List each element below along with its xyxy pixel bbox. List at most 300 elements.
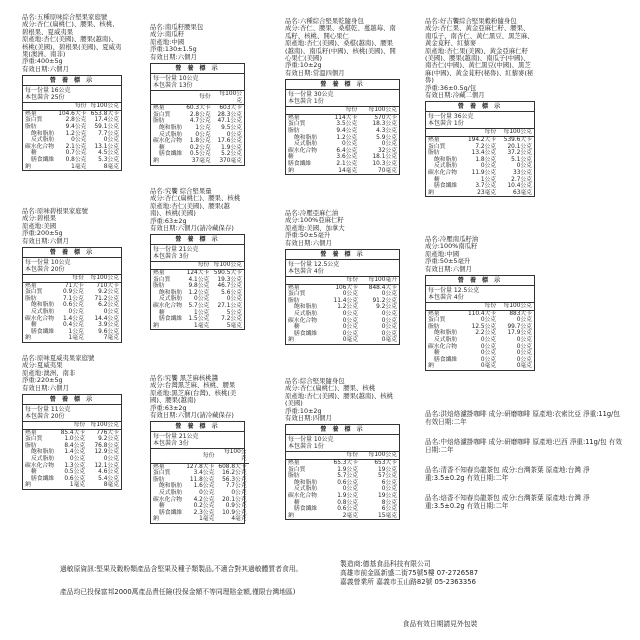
nutrient-value: 63毫克 xyxy=(513,189,532,196)
nutrient-value: 1公克 xyxy=(480,176,497,183)
serving-size: 每一份量 10公克 xyxy=(153,75,199,83)
nutrient-name: 鈉 xyxy=(153,516,159,523)
servings-per-package: 本包裝含 20份 xyxy=(25,266,65,274)
nutrient-value: 0公克 xyxy=(516,350,532,357)
nutrition-column-header: 每份 xyxy=(184,449,216,463)
nutrition-table xyxy=(150,63,245,166)
nutrient-value: 0.5公克 xyxy=(64,469,86,476)
nutrient-value: 71.2公克 xyxy=(94,295,119,302)
product-info-line: 有效日期:冷藏二個月 xyxy=(425,91,485,100)
nutrient-name: 碳水化合物 xyxy=(288,317,317,324)
nutrition-row xyxy=(151,125,244,132)
servings-per-package: 本包裝含 25份 xyxy=(25,94,65,102)
nutrition-table xyxy=(150,234,245,330)
nutrient-name: 飽和脂肪 xyxy=(31,449,55,456)
nutrient-value: 2.8公克 xyxy=(189,111,211,118)
nutrient-name: 飽和脂肪 xyxy=(159,125,183,131)
nutrition-row xyxy=(151,270,244,277)
nutrition-row xyxy=(426,330,534,337)
product-info-line: 淨重:130±1.5g xyxy=(150,45,197,54)
nutrient-value: 106大卡 xyxy=(335,284,359,291)
nutrient-value: 17.6公克 xyxy=(217,138,242,145)
nutrition-column-header: 每份 xyxy=(326,452,360,459)
nutrient-value: 8毫克 xyxy=(103,163,119,170)
nutrient-value: 0公克 xyxy=(199,490,215,496)
product-label xyxy=(22,355,122,490)
nutrient-value: 9.2公克 xyxy=(376,304,397,311)
product-info-line: 成分:碧根果 xyxy=(22,214,57,223)
product-info-line: 原產地:美國 xyxy=(22,221,57,230)
nutrition-row xyxy=(23,469,121,476)
serving-info xyxy=(286,90,399,107)
nutrient-value: 1.3公克 xyxy=(64,462,86,469)
nutrient-value: 194.2大卡 xyxy=(467,137,497,144)
nutrition-column-header: 每100公克 xyxy=(86,275,121,282)
nutrient-value: 17.4公克 xyxy=(94,117,119,124)
serving-size: 每一份量 21公克 xyxy=(153,246,199,254)
beverage-labels xyxy=(425,410,625,522)
product-label xyxy=(285,210,400,345)
nutrient-value: 0公克 xyxy=(381,317,397,324)
nutrient-value: 12.5公克 xyxy=(471,323,497,330)
nutrition-row xyxy=(23,456,121,463)
nutrient-value: 590.5大卡 xyxy=(213,270,242,277)
nutrient-name: 反式脂肪 xyxy=(434,163,458,170)
nutrient-value: 0公克 xyxy=(516,356,532,363)
nutrition-row xyxy=(286,161,399,168)
nutrient-value: 1.0公克 xyxy=(64,436,86,443)
serving-info xyxy=(23,258,121,275)
nutrient-value: 7.7公克 xyxy=(98,130,119,137)
nutrition-row xyxy=(23,157,121,164)
product-label xyxy=(285,18,400,175)
nutrient-value: 7毫克 xyxy=(103,335,119,342)
nutrition-title: 營 養 標 示 xyxy=(23,248,121,258)
nutrient-name: 熱量 xyxy=(288,284,300,291)
nutrient-value: 0公克 xyxy=(381,291,397,298)
nutrient-value: 124大卡 xyxy=(186,270,210,277)
nutrient-name: 熱量 xyxy=(288,460,300,467)
product-label xyxy=(22,208,122,343)
nutrient-value: 11.4公克 xyxy=(333,297,359,304)
nutrient-value: 4.2公克 xyxy=(193,496,215,503)
nutrient-value: 0.7公克 xyxy=(65,150,87,157)
nutrient-value: 0公克 xyxy=(342,317,359,324)
nutrient-name: 鈉 xyxy=(153,322,159,329)
nutrient-value: 57公克 xyxy=(378,473,397,480)
product-label xyxy=(150,375,245,524)
product-info-line: 淨重:400±5g xyxy=(22,57,63,66)
servings-per-package: 本包裝含 3份 xyxy=(153,253,189,261)
nutrition-column-header: 每100公克 xyxy=(213,91,244,105)
nutrient-name: 膳食纖維 xyxy=(159,316,183,323)
nutrient-value: 76.8公克 xyxy=(94,442,119,449)
serving-size: 每一份量 30公克 xyxy=(288,91,334,99)
nutrient-name: 鈉 xyxy=(25,482,31,489)
product-label xyxy=(425,236,535,371)
nutrient-value: 18.1公克 xyxy=(372,154,397,161)
nutrient-name: 鈉 xyxy=(288,167,294,174)
nutrition-table xyxy=(150,421,245,524)
servings-per-package: 本包裝含 1份 xyxy=(288,443,324,451)
nutrient-value: 2.3公克 xyxy=(193,509,215,516)
serving-size: 每一份量 10公克 xyxy=(288,436,334,444)
product-info-line: 淨重:50±5毫升 xyxy=(285,231,331,240)
nutrient-value: 1.2公克 xyxy=(65,130,87,137)
nutrient-value: 99.7公克 xyxy=(507,323,532,330)
nutrition-row xyxy=(286,337,399,344)
nutrition-table xyxy=(425,101,535,197)
nutrient-value: 3.9公克 xyxy=(98,322,119,329)
nutrient-value: 23毫克 xyxy=(477,189,497,196)
product-info-line: 成分:台灣黑芝麻、核桃、腰果 xyxy=(150,381,236,390)
nutrient-name: 碳水化合物 xyxy=(153,496,182,503)
nutrient-name: 反式脂肪 xyxy=(294,486,318,493)
nutrient-value: 0公克 xyxy=(480,163,497,170)
nutrient-value: 9.4公克 xyxy=(336,128,358,135)
nutrient-name: 飽和脂肪 xyxy=(31,130,55,137)
nutrition-title: 營 養 標 示 xyxy=(151,235,244,245)
nutrition-row xyxy=(23,137,121,144)
nutrition-column-header: 每份 xyxy=(463,303,499,310)
nutrient-name: 膳食纖維 xyxy=(159,509,183,516)
nutrient-value: 1毫克 xyxy=(199,516,215,523)
nutrient-value: 1毫克 xyxy=(68,335,84,342)
product-info-line: 原產地:美國、加拿大 xyxy=(285,223,345,232)
nutrient-name: 蛋白質 xyxy=(153,111,171,118)
nutrition-column-header: 每份 xyxy=(59,275,86,282)
nutrition-column-blank xyxy=(286,107,327,114)
nutrient-value: 883大卡 xyxy=(509,310,532,317)
nutrient-value: 12.9公克 xyxy=(94,449,119,456)
nutrient-value: 603大卡 xyxy=(219,105,242,112)
serving-info xyxy=(286,435,399,452)
nutrient-value: 5.3公克 xyxy=(98,157,119,163)
nutrient-value: 653.8大卡 xyxy=(90,110,119,117)
nutrient-name: 反式脂肪 xyxy=(31,456,55,462)
product-info-line: 有效日期:四個月 xyxy=(285,414,332,423)
nutrient-value: 2毫克 xyxy=(342,512,359,519)
nutrient-value: 1公克 xyxy=(194,309,210,316)
nutrient-value: 13.4公克 xyxy=(471,150,497,157)
expiry-note: 食品有效日期請見外包裝 xyxy=(402,620,478,628)
nutrient-value: 7.7公克 xyxy=(225,483,247,490)
nutrient-value: 0.2公克 xyxy=(193,503,215,510)
nutrition-row xyxy=(286,493,399,500)
nutrition-row xyxy=(151,470,249,477)
beverage-label: 品名:中焙烙濾掛咖啡 成分:研磨咖啡 原產地:巴西 淨重:11g/包 有效日期:二年 xyxy=(425,438,622,454)
nutrition-column-header: 每100公克 xyxy=(211,262,244,269)
nutrient-value: 0公克 xyxy=(516,343,532,350)
nutrition-row xyxy=(426,137,534,144)
nutrient-name: 膳食纖維 xyxy=(434,356,458,363)
product-info-line: 品名:六種綜合堅果乾隨身包 xyxy=(285,17,364,25)
nutrition-column-blank xyxy=(23,275,59,282)
nutrient-name: 糖 xyxy=(159,144,165,151)
nutrient-value: 1.4公克 xyxy=(64,449,86,456)
product-info-line: 品名:好吉饗綜合堅果穀粉隨身包 xyxy=(425,17,517,25)
servings-per-package: 本包裝含 4份 xyxy=(428,294,464,302)
nutrient-value: 20.1公克 xyxy=(222,496,247,503)
beverage-label: 品名:清香不知春烏龍茶包 成分:台灣茶葉 原產地:台灣 淨重:3.5±0.2g 有效日期:二年 xyxy=(425,466,590,482)
nutrition-row xyxy=(23,309,121,316)
nutrient-name: 糖 xyxy=(294,324,300,331)
nutrient-value: 114大卡 xyxy=(334,114,358,121)
nutrient-value: 0.6公克 xyxy=(337,506,359,513)
nutrient-name: 飽和脂肪 xyxy=(294,479,318,486)
nutrient-name: 反式脂肪 xyxy=(294,311,318,317)
product-info-line: 品名:冷壓南瓜籽油 xyxy=(425,235,479,243)
nutrient-value: 91.2公克 xyxy=(372,297,397,304)
nutrient-value: 570大卡 xyxy=(374,114,397,121)
product-info-line: 成分:杏仁果、黃金亞麻仁籽、腰果、南瓜子、南杏仁、黃仁黑豆、黑芝麻、黃金莧籽、紅藜麥 xyxy=(425,24,534,48)
nutrient-value: 8毫克 xyxy=(103,482,119,489)
nutrient-name: 碳水化合物 xyxy=(288,147,317,154)
nutrient-value: 0公克 xyxy=(516,337,532,343)
serving-info xyxy=(151,74,244,91)
nutrient-value: 104.6大卡 xyxy=(58,110,87,117)
product-info xyxy=(285,378,400,422)
nutrition-row xyxy=(426,317,534,324)
nutrition-column-header: 每100公克 xyxy=(360,452,399,459)
nutrient-name: 鈉 xyxy=(25,163,31,170)
nutrition-row xyxy=(286,141,399,148)
nutrition-title: 營 養 標 示 xyxy=(286,80,399,90)
nutrient-value: 710大卡 xyxy=(96,282,119,289)
nutrition-row xyxy=(286,154,399,161)
nutrient-value: 0公克 xyxy=(480,343,497,350)
nutrition-row xyxy=(426,183,534,190)
nutrient-name: 膳食纖維 xyxy=(294,506,318,513)
product-info xyxy=(22,355,122,392)
serving-size: 每一份量 12.5公克 xyxy=(288,261,340,269)
nutrition-row xyxy=(151,316,244,323)
product-info xyxy=(425,236,535,273)
product-info xyxy=(150,375,245,419)
nutrient-value: 15毫克 xyxy=(378,512,397,519)
nutrient-value: 65.3大卡 xyxy=(333,460,359,467)
nutrition-row xyxy=(23,302,121,309)
nutrient-name: 反式脂肪 xyxy=(31,309,55,315)
nutrient-name: 碳水化合物 xyxy=(428,170,457,177)
nutrient-value: 10.3公克 xyxy=(372,161,397,167)
nutrition-column-blank xyxy=(23,422,58,429)
nutrient-name: 熱量 xyxy=(153,105,165,112)
nutrient-value: 0公克 xyxy=(68,309,84,315)
nutrient-name: 鈉 xyxy=(153,157,159,164)
nutrient-value: 5.9公克 xyxy=(376,134,397,141)
nutrient-value: 9.2公克 xyxy=(98,436,119,443)
nutrient-value: 37.2公克 xyxy=(507,150,532,157)
product-info-line: 品名:原味碧根果家庭號 xyxy=(22,207,89,215)
nutrient-value: 848.4大卡 xyxy=(368,284,397,291)
nutrition-column-header: 每份 xyxy=(327,107,360,114)
product-label xyxy=(285,378,400,520)
nutrition-row xyxy=(286,473,399,480)
nutrient-value: 0.8公克 xyxy=(65,157,87,163)
product-info-line: 有效日期:常溫四個月 xyxy=(285,68,345,77)
product-info-line: 品名:綜合堅果隨身包 xyxy=(285,377,345,385)
nutrient-value: 0.9公克 xyxy=(63,289,84,296)
nutrition-row xyxy=(426,350,534,357)
nutrient-name: 碳水化合物 xyxy=(153,303,182,309)
nutrition-column-header: 每份 xyxy=(326,277,360,284)
nutrient-value: 5.7公克 xyxy=(337,473,359,480)
nutrient-value: 2.8公克 xyxy=(65,117,87,124)
nutrient-value: 27.1公克 xyxy=(217,303,242,309)
nutrition-row xyxy=(151,490,249,497)
nutrition-title: 營 養 標 示 xyxy=(151,422,244,432)
nutrient-value: 1.2公克 xyxy=(188,289,210,296)
product-info xyxy=(22,208,122,245)
nutrition-row xyxy=(426,337,534,344)
nutrition-row xyxy=(286,460,399,467)
nutrition-row xyxy=(151,118,244,125)
nutrition-column-header: 每100公克 xyxy=(87,422,121,429)
product-info-line: 淨重:63±2g xyxy=(150,216,187,225)
nutrient-name: 蛋白質 xyxy=(428,143,446,150)
nutrient-name: 脂肪 xyxy=(25,295,37,302)
nutrient-value: 0公克 xyxy=(342,330,359,337)
nutrition-column-blank xyxy=(286,277,326,284)
nutrient-value: 0毫克 xyxy=(342,337,359,344)
nutrition-column-blank xyxy=(23,103,56,110)
nutrient-value: 4.7公克 xyxy=(189,118,211,125)
nutrient-name: 膳食纖維 xyxy=(294,330,318,337)
nutrition-column-header: 每100公克 xyxy=(359,107,399,114)
nutrition-row xyxy=(151,516,249,523)
product-info xyxy=(22,14,122,73)
nutrient-value: 0公克 xyxy=(103,309,119,315)
nutrient-value: 13.1公克 xyxy=(94,143,119,150)
nutrient-value: 1.2公克 xyxy=(336,134,358,141)
nutrition-table xyxy=(285,79,400,175)
nutrient-name: 糖 xyxy=(31,469,37,476)
product-info-line: 原產地:杏仁(美國)、腰果(越南)、核桃(美國)、碧根果(美國)、夏威夷果(澳洲、南非) xyxy=(22,35,122,59)
product-info-line: 有效日期:六個月(請冷藏保存) xyxy=(150,224,234,233)
nutrient-name: 碳水化合物 xyxy=(428,343,457,350)
footer-notices xyxy=(60,565,360,611)
nutrition-row xyxy=(151,503,249,510)
nutrient-name: 熱量 xyxy=(288,114,300,121)
nutrition-row xyxy=(151,323,244,330)
product-info-line: 成分:杏仁、腰果、桑椹乾、蔓越莓、南瓜籽、核桃、開心果仁 xyxy=(285,24,396,40)
nutrient-value: 0公克 xyxy=(342,311,359,317)
nutrient-value: 0公克 xyxy=(381,330,397,337)
serving-info xyxy=(426,112,534,129)
nutrient-name: 膳食纖維 xyxy=(31,157,55,163)
nutrient-value: 110.4大卡 xyxy=(467,310,497,317)
nutrient-value: 85.4大卡 xyxy=(60,429,86,436)
nutrient-name: 蛋白質 xyxy=(25,117,43,124)
manufacturer-name: 製造商:德基食品科技有限公司 xyxy=(340,560,431,568)
nutrient-name: 反式脂肪 xyxy=(31,137,55,144)
product-info-line: 原產地:澳洲、南非 xyxy=(22,368,76,377)
nutrient-value: 1.8公克 xyxy=(189,138,211,145)
nutrition-column-header: 每100公克 xyxy=(216,449,248,463)
serving-info xyxy=(23,86,121,103)
nutrition-title: 營 養 標 示 xyxy=(426,102,534,112)
product-info-line: 有效日期:六個月 xyxy=(150,52,197,61)
nutrient-name: 反式脂肪 xyxy=(159,131,183,138)
product-info-line: 品名:原味夏威夷果家庭號 xyxy=(22,354,95,362)
nutrient-value: 47.1公克 xyxy=(217,118,242,125)
nutrient-name: 脂肪 xyxy=(428,323,440,330)
nutrition-row xyxy=(286,128,399,135)
product-info-line: 淨重:200±5g xyxy=(22,229,63,238)
product-info-line: 品名:五種原味綜合堅果家庭號 xyxy=(22,13,108,21)
nutrient-value: 0.9公克 xyxy=(225,503,247,510)
beverage-label: 品名:洪焙烙濾掛咖啡 成分:研磨咖啡 原產地:衣索比亞 淨重:11g/包 有效日期:二年 xyxy=(425,410,620,426)
nutrient-value: 653大卡 xyxy=(374,460,397,467)
serving-info xyxy=(151,245,244,262)
product-info-line: 有效日期:六個月(請冷藏保存) xyxy=(150,411,234,420)
nutrient-name: 熱量 xyxy=(428,137,440,144)
nutrient-value: 6.2公克 xyxy=(98,302,119,309)
nutrition-column-header: 每100公克 xyxy=(88,103,121,110)
nutrient-value: 5公克 xyxy=(226,309,242,316)
nutrition-row xyxy=(286,506,399,513)
servings-per-package: 本包裝含 13份 xyxy=(153,82,193,90)
product-info-line: 淨重:220±5g xyxy=(22,376,63,385)
nutrient-value: 1.8公克 xyxy=(475,156,497,163)
allergen-notice: 過敏原資訊:堅果及穀粉類產品含堅果及種子類製品,不適合對其過敏體質者食用。 xyxy=(60,565,303,573)
nutrition-row xyxy=(23,436,121,443)
nutrient-value: 6公克 xyxy=(381,479,397,486)
nutrient-name: 熱量 xyxy=(25,429,37,436)
nutrient-name: 膳食纖維 xyxy=(159,151,183,158)
nutrition-column-header: 每100公克 xyxy=(498,129,534,136)
nutrition-column-header: 每份 xyxy=(184,262,211,269)
nutrient-value: 0.5公克 xyxy=(189,151,211,158)
nutrition-table xyxy=(425,275,535,371)
nutrition-row xyxy=(151,138,244,145)
nutrient-name: 熱量 xyxy=(153,463,165,470)
nutrition-table xyxy=(285,249,400,345)
serving-size: 每一份量 36公克 xyxy=(428,113,474,121)
insurance-notice: 產品均已投保富邦2000萬產品責任險(投保金額不等同理賠金額,僅限台灣地區) xyxy=(60,588,296,596)
nutrient-name: 膳食纖維 xyxy=(31,328,55,335)
nutrient-value: 5.7公克 xyxy=(188,303,210,309)
nutrient-value: 14.4公克 xyxy=(94,315,119,322)
nutrient-name: 糖 xyxy=(31,150,37,157)
nutrition-column-blank xyxy=(151,262,184,269)
nutrient-value: 9.4公克 xyxy=(65,124,87,131)
nutrient-value: 0公克 xyxy=(480,356,497,363)
nutrition-table xyxy=(22,247,122,343)
product-info-line: 有效日期:六個月 xyxy=(22,383,69,392)
nutrient-name: 鈉 xyxy=(288,512,294,519)
serving-size: 每一份量 16公克 xyxy=(25,87,71,95)
serving-size: 每一份量 11公克 xyxy=(25,406,71,414)
nutrient-value: 370毫克 xyxy=(219,157,242,164)
nutrient-value: 8公克 xyxy=(381,499,397,506)
nutrition-column-header: 每份 xyxy=(58,422,88,429)
serving-size: 每一份量 21公克 xyxy=(153,433,199,441)
nutrient-name: 反式脂肪 xyxy=(294,141,318,148)
product-info xyxy=(285,18,400,77)
nutrient-value: 127.8大卡 xyxy=(186,463,215,470)
product-info xyxy=(285,210,400,247)
nutrition-table xyxy=(22,75,122,171)
product-info-line: 品名:究饗 綜合堅果量 xyxy=(150,187,212,195)
nutrient-value: 5.1公克 xyxy=(511,156,532,163)
nutrient-value: 0公克 xyxy=(342,324,359,331)
nutrient-value: 4.1公克 xyxy=(188,276,210,283)
nutrient-value: 3.6公克 xyxy=(336,154,358,161)
nutrient-value: 6.4公克 xyxy=(336,147,358,154)
nutrient-name: 蛋白質 xyxy=(288,121,306,128)
